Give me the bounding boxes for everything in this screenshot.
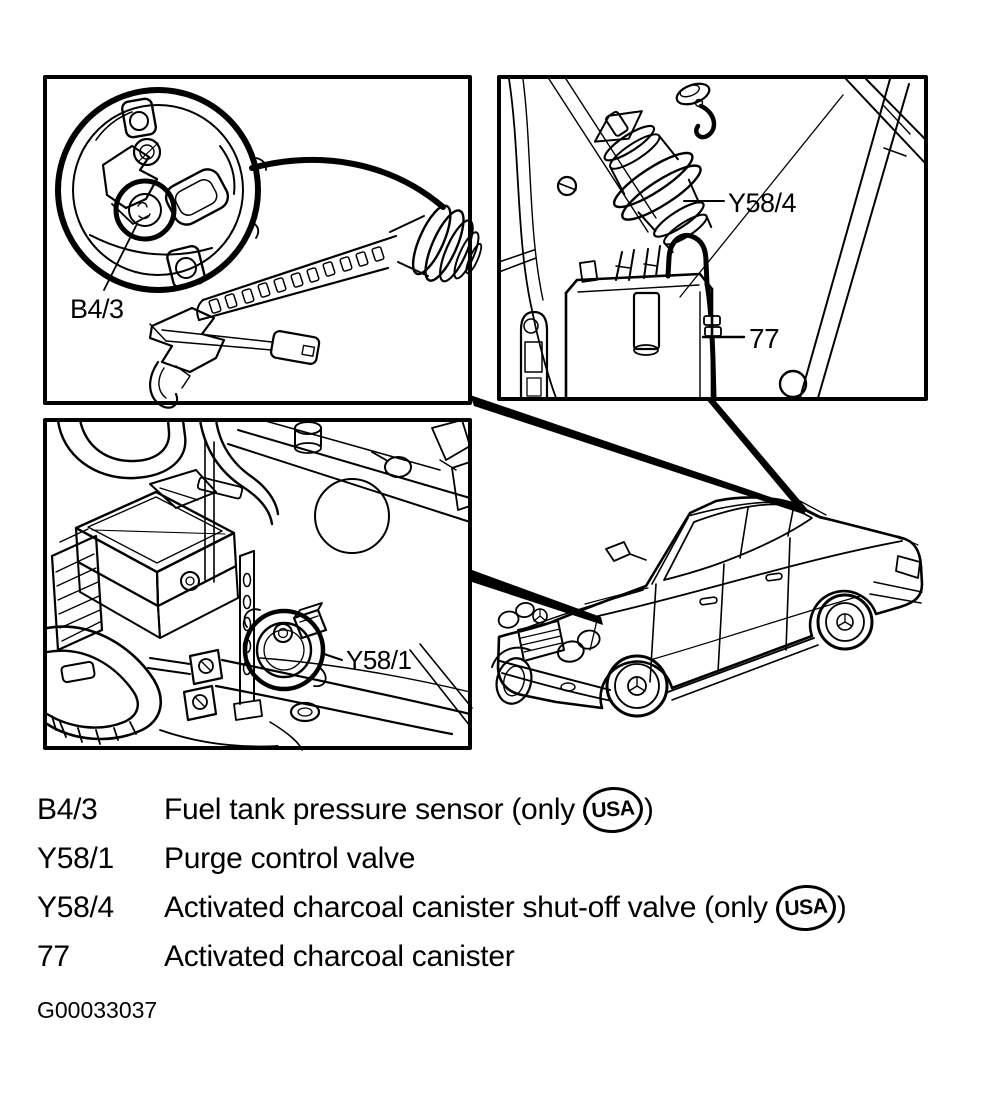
legend-row-y58-4 <box>37 887 846 928</box>
car-side-details <box>590 538 902 700</box>
usa-badge: USA <box>774 882 837 932</box>
callout-leader-y58-1 <box>324 654 342 660</box>
legend-row-y58-1 <box>37 838 846 879</box>
legend-text-suffix: ) <box>836 890 847 924</box>
car-wheels <box>492 595 872 716</box>
fuel-sender-flange <box>58 90 266 290</box>
legend-row-b4-3 <box>37 789 846 830</box>
legend-code: B4/3 <box>37 792 98 826</box>
ecu-module <box>52 470 262 720</box>
legend-description <box>164 885 846 931</box>
legend-description <box>164 940 514 974</box>
engine-bay-background <box>58 420 472 726</box>
legend <box>37 789 846 985</box>
legend-code: Y58/4 <box>37 890 114 924</box>
legend-text: Purge control valve <box>164 841 416 875</box>
car-greenhouse <box>606 501 826 584</box>
callout-77: 77 <box>749 323 780 354</box>
purge-valve-drawing <box>244 603 326 721</box>
panel-canister <box>499 77 926 399</box>
legend-text: Fuel tank pressure sensor (only <box>164 792 575 826</box>
legend-code: 77 <box>37 939 70 973</box>
legend-code: Y58/1 <box>37 841 114 875</box>
car-front-details <box>496 588 648 701</box>
panel-engine-bay <box>45 420 472 750</box>
legend-row-77 <box>37 936 846 977</box>
legend-text: Activated charcoal canister <box>164 939 515 973</box>
canister-drawing <box>566 235 721 398</box>
legend-text-suffix: ) <box>643 792 654 826</box>
leader-engine-bay-to-car <box>472 570 603 625</box>
panel-fuel-sender <box>45 77 493 408</box>
fuel-pressure-sensor <box>116 181 174 239</box>
callout-b4-3: B4/3 <box>70 294 124 324</box>
fuel-sender-tube <box>150 160 493 408</box>
callout-y58-4: Y58/4 <box>728 188 797 218</box>
figure-id: G00033037 <box>37 997 158 1023</box>
legend-description <box>164 842 415 876</box>
float-unit <box>270 330 320 365</box>
usa-badge: USA <box>581 784 644 834</box>
legend-description <box>164 787 654 833</box>
callout-y58-1: Y58/1 <box>346 645 412 675</box>
legend-text: Activated charcoal canister shut-off valve (only <box>164 890 768 924</box>
